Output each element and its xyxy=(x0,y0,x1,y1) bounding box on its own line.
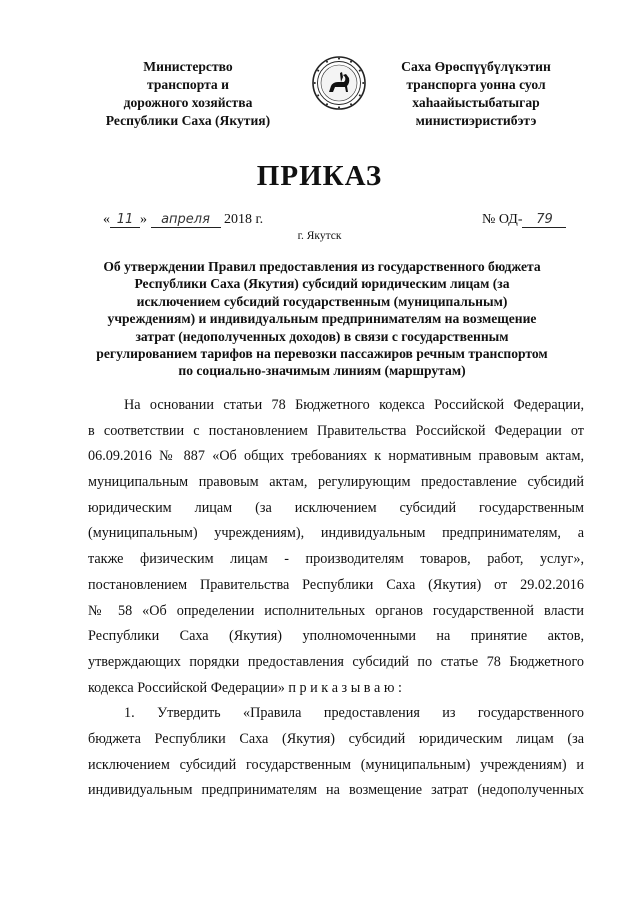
order-number-value: 79 xyxy=(522,212,566,228)
body-text-line: (муниципальным) учреждениям), индивидуальным предпринимателям, а xyxy=(88,525,584,542)
body-text-line: Республики Саха (Якутия) уполномоченными на принятие актов, xyxy=(88,628,584,645)
subject-line: затрат (недополученных доходов) в связи с государственным xyxy=(135,328,509,344)
body-text-line: муниципальным правовым актам, регулирующим предоставление субсидий xyxy=(88,474,584,491)
order-date xyxy=(103,212,263,228)
subject-line: Республики Саха (Якутия) субсидий юридическим лицам (за xyxy=(134,276,510,292)
ministry-name-line: дорожного хозяйства xyxy=(123,95,253,110)
ministry-name-line: транспорга уонна суол xyxy=(406,77,546,92)
body-text-line: На основании статьи 78 Бюджетного кодекса Российской Федерации, xyxy=(124,397,584,413)
body-text-line: кодекса Российской Федерации» п р и к а з ы в а ю : xyxy=(88,679,402,696)
ministry-name-russian xyxy=(88,58,288,130)
body-text-line: постановлением Правительства Республики Саха (Якутия) от 29.02.2016 xyxy=(88,576,584,593)
order-number-prefix: № ОД- xyxy=(482,212,523,227)
body-text-line: индивидуальным предпринимателям на возмещение затрат (недополученных xyxy=(88,782,584,799)
body-text-line: утверждающих порядки предоставления субсидий по статье 78 Бюджетного xyxy=(88,653,584,670)
body-text-line: 06.09.2016 № 887 «Об общих требованиях к нормативным правовым актам, xyxy=(88,448,584,465)
order-number xyxy=(482,212,566,228)
document-title: ПРИКАЗ xyxy=(256,160,383,192)
date-open-quote: « xyxy=(103,212,110,227)
ministry-name-line: транспорта и xyxy=(147,77,229,92)
body-text-line: юридическим лицам (за исключением субсидий государственным xyxy=(88,499,584,516)
ministry-name-line: Республики Саха (Якутия) xyxy=(105,113,271,128)
subject-line: исключением субсидий государственным (муниципальным) xyxy=(136,293,508,309)
date-close-quote: » xyxy=(140,212,147,227)
city-name: г. Якутск xyxy=(297,230,342,242)
ministry-name-yakut xyxy=(376,58,576,130)
body-text-line: в соответствии с постановлением Правительства Российской Федерации от xyxy=(88,422,584,439)
date-year: 2018 г. xyxy=(224,212,264,227)
body-text-line: также физическим лицам - производителям товаров, работ, услуг», xyxy=(88,551,584,568)
body-text-line: № 58 «Об определении исполнительных органов государственной власти xyxy=(88,602,584,619)
ministry-name-line: Саха Өрөспүүбүлүкэтин xyxy=(401,59,551,74)
body-text-line: исключением субсидий государственным (муниципальным) учреждениям) и xyxy=(88,756,584,773)
date-month: апреля xyxy=(151,212,221,228)
body-text-line: 1. Утвердить «Правила предоставления из государственного xyxy=(124,705,584,722)
sakha-republic-emblem-icon xyxy=(311,55,367,111)
order-subject xyxy=(62,258,582,380)
subject-line: учреждениям) и индивидуальным предпринимателям на возмещение xyxy=(107,311,537,327)
body-text-line: бюджета Республики Саха (Якутия) субсидий юридическим лицам (за xyxy=(88,730,584,747)
subject-line: Об утверждении Правил предоставления из государственного бюджета xyxy=(103,259,541,274)
date-day: 11 xyxy=(110,212,140,228)
ministry-name-line: министиэристибэтэ xyxy=(415,113,537,128)
order-body xyxy=(88,393,584,804)
subject-line: регулированием тарифов на перевозки пассажиров речным транспортом xyxy=(96,346,548,362)
ministry-name-line: Министерство xyxy=(143,59,233,74)
ministry-name-line: хаһаайыстыбатыгар xyxy=(412,95,540,110)
subject-line: по социально-значимым линиям (маршрутам) xyxy=(178,363,466,379)
